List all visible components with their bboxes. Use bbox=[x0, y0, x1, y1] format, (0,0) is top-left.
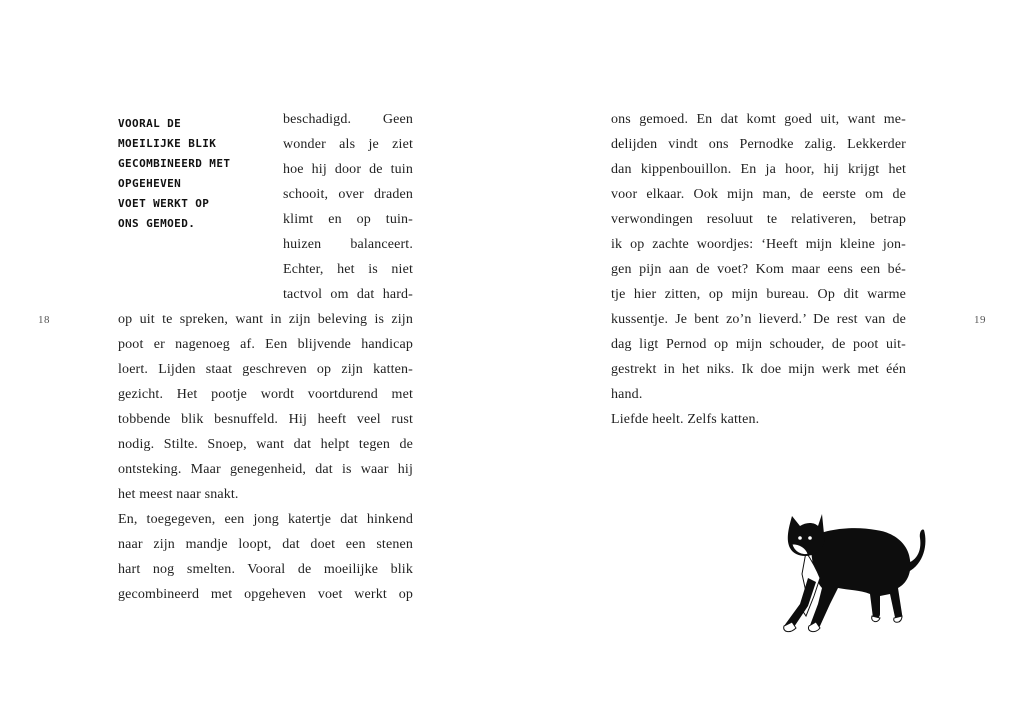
pull-quote-line: GECOMBINEERD MET bbox=[118, 157, 231, 170]
text-line: wonder als je ziet bbox=[283, 137, 413, 152]
text-line: dag ligt Pernod op mijn schouder, de poot uit- bbox=[611, 337, 906, 352]
page-number-right: 19 bbox=[974, 314, 986, 326]
page-number-left: 18 bbox=[38, 314, 50, 326]
pull-quote-line: MOEILIJKE BLIK bbox=[118, 137, 217, 150]
text-line: beschadigd. Geen bbox=[283, 112, 413, 127]
text-line: tje hier zitten, op mijn bureau. Op dit warme bbox=[611, 287, 906, 302]
text-line: voor elkaar. Ook mijn man, de eerste om de bbox=[611, 187, 906, 202]
text-line: gecombineerd met opgeheven voet werkt op bbox=[118, 587, 413, 602]
left-narrow-column bbox=[283, 107, 413, 307]
text-line: klimt en op tuin- bbox=[283, 212, 413, 227]
pull-quote-line: VOET WERKT OP bbox=[118, 197, 210, 210]
left-main-column bbox=[118, 307, 413, 607]
text-line: hart nog smelten. Vooral de moeilijke blik bbox=[118, 562, 413, 577]
text-line: naar zijn mandje loopt, dat doet een stenen bbox=[118, 537, 413, 552]
pull-quote-line: ONS GEMOED. bbox=[118, 217, 196, 230]
text-line: gen pijn aan de voet? Kom maar eens een bé- bbox=[611, 262, 906, 277]
text-line: poot er nagenoeg af. Een blijvende handicap bbox=[118, 337, 413, 352]
text-line: dan kippenbouillon. En ja hoor, hij krijgt het bbox=[611, 162, 906, 177]
text-line: Echter, het is niet bbox=[283, 262, 413, 277]
text-line: schooit, over draden bbox=[283, 187, 413, 202]
text-line: ons gemoed. En dat komt goed uit, want me- bbox=[611, 112, 906, 127]
pull-quote-line: OPGEHEVEN bbox=[118, 177, 182, 190]
text-line: op uit te spreken, want in zijn beleving is zijn bbox=[118, 312, 413, 327]
text-line: delijden vindt ons Pernodke zalig. Lekkerder bbox=[611, 137, 906, 152]
right-main-column bbox=[611, 107, 906, 432]
text-line: nodig. Stilte. Snoep, want dat helpt tegen de bbox=[118, 437, 413, 452]
text-line: En, toegegeven, een jong katertje dat hinkend bbox=[118, 512, 413, 527]
text-line: ontsteking. Maar genegenheid, dat is waar hij bbox=[118, 462, 413, 477]
pull-quote-line: VOORAL DE bbox=[118, 117, 182, 130]
text-line: hand. bbox=[611, 387, 643, 402]
text-line: loert. Lijden staat geschreven op zijn katten- bbox=[118, 362, 413, 377]
pull-quote bbox=[118, 114, 258, 234]
text-line: ik op zachte woordjes: ‘Heeft mijn kleine jon- bbox=[611, 237, 906, 252]
text-line: tobbende blik besnuffeld. Hij heeft veel rust bbox=[118, 412, 413, 427]
text-line: gestrekt in het niks. Ik doe mijn werk met één bbox=[611, 362, 906, 377]
text-line: Liefde heelt. Zelfs katten. bbox=[611, 412, 760, 427]
black-and-white-cat-icon bbox=[776, 508, 932, 636]
text-line: gezicht. Het pootje wordt voortdurend met bbox=[118, 387, 413, 402]
text-line: tactvol om dat hard- bbox=[283, 287, 413, 302]
text-line: hoe hij door de tuin bbox=[283, 162, 413, 177]
text-line: kussentje. Je bent zo’n lieverd.’ De rest van de bbox=[611, 312, 906, 327]
text-line: verwondingen resoluut te relativeren, betrap bbox=[611, 212, 906, 227]
text-line: huizen balanceert. bbox=[283, 237, 413, 252]
text-line: het meest naar snakt. bbox=[118, 487, 239, 502]
